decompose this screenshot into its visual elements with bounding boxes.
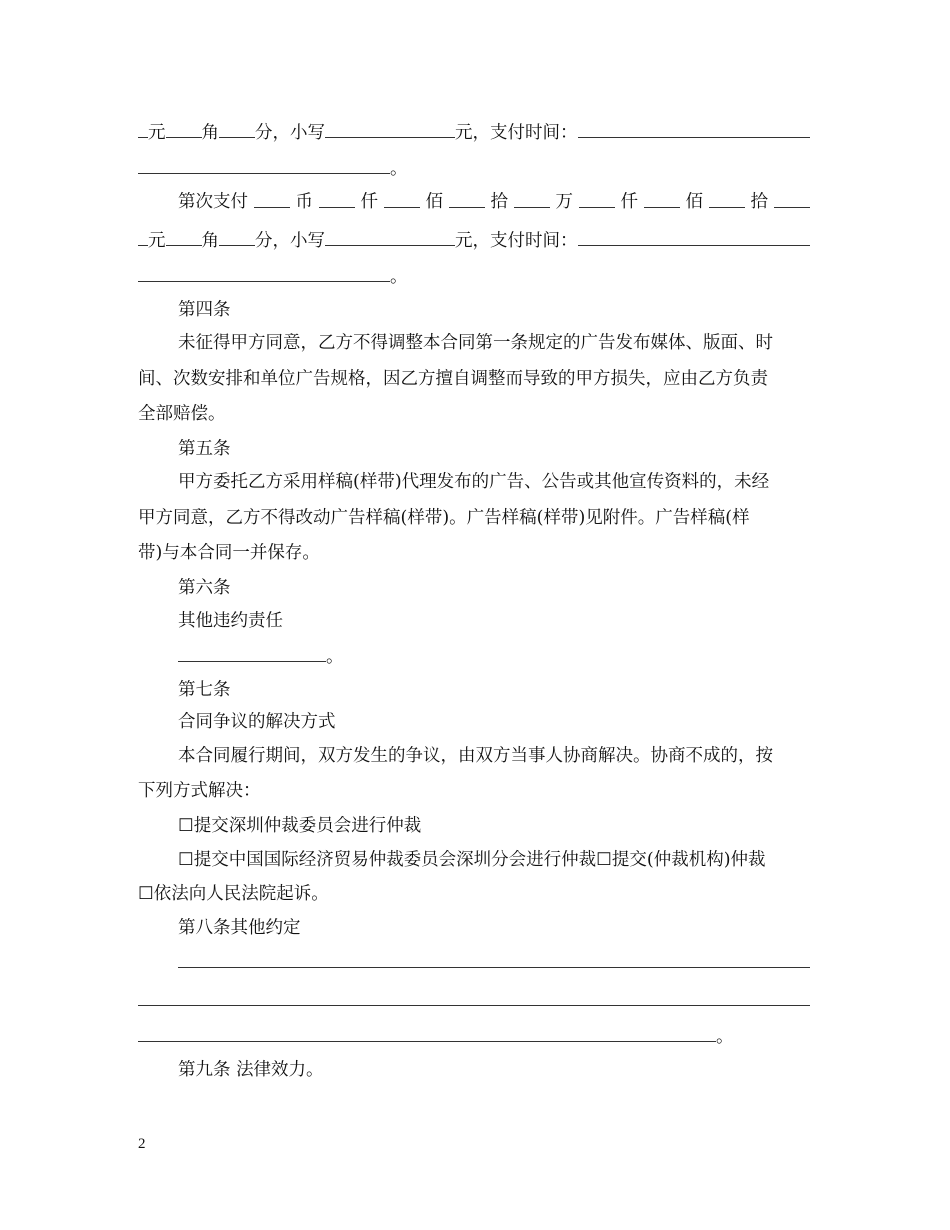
unit-currency: 币 <box>295 192 313 212</box>
payment2-lead: 第次支付 <box>178 192 248 212</box>
unit-jiao: 角 <box>201 231 219 251</box>
article5-text: 带)与本合同一并保存。 <box>138 543 320 563</box>
article9-heading: 第九条 法律效力。 <box>178 1060 324 1080</box>
payment2-time-line <box>138 261 810 291</box>
article4-text: 全部赔偿。 <box>138 404 226 424</box>
unit-qian: 仟 <box>620 192 638 212</box>
option-shenzhen-arbitration: ☐提交深圳仲裁委员会进行仲裁 <box>178 816 422 836</box>
payment1-amount-line <box>138 117 810 147</box>
unit-yuan: 元 <box>148 123 166 143</box>
unit-fen-lowercase: 分，小写 <box>255 231 325 251</box>
payment1-time-line <box>138 153 810 183</box>
unit-qian: 仟 <box>360 192 378 212</box>
unit-yuan-pay-time: 元，支付时间： <box>455 231 578 251</box>
pay-time-blank <box>578 117 811 138</box>
article6-blank-line <box>178 641 810 671</box>
page-number: 2 <box>138 1136 146 1152</box>
period: 。 <box>390 267 408 287</box>
period: 。 <box>716 1027 734 1047</box>
article6-title: 其他违约责任 <box>178 611 283 631</box>
blank <box>138 117 148 138</box>
unit-bai: 佰 <box>425 192 443 212</box>
unit-yuan: 元 <box>148 231 166 251</box>
pay-time-blank <box>578 225 811 246</box>
blank <box>774 187 810 208</box>
article6-heading: 第六条 <box>178 578 231 598</box>
option-cietac-and-other-arbitration: ☐提交中国国际经济贸易仲裁委员会深圳分会进行仲裁☐提交(仲裁机构)仲裁 <box>178 850 766 870</box>
blank <box>219 225 255 246</box>
blank <box>325 117 455 138</box>
article7-title: 合同争议的解决方式 <box>178 712 336 732</box>
option-court: ☐依法向人民法院起诉。 <box>138 884 329 904</box>
article8-heading: 第八条其他约定 <box>178 918 301 938</box>
blank <box>644 187 680 208</box>
blank <box>709 187 745 208</box>
period: 。 <box>326 647 344 667</box>
article5-text: 甲方委托乙方采用样稿(样带)代理发布的广告、公告或其他宣传资料的，未经 <box>178 472 770 492</box>
article4-heading: 第四条 <box>178 300 231 320</box>
blank <box>325 225 455 246</box>
blank <box>138 1021 716 1042</box>
unit-yuan-pay-time: 元，支付时间： <box>455 123 578 143</box>
unit-wan: 万 <box>555 192 573 212</box>
blank <box>579 187 615 208</box>
blank <box>138 225 148 246</box>
blank <box>166 225 202 246</box>
article7-text: 下列方式解决： <box>138 781 261 801</box>
blank <box>219 117 255 138</box>
unit-bai: 佰 <box>685 192 703 212</box>
article5-text: 甲方同意，乙方不得改动广告样稿(样带)。广告样稿(样带)见附件。广告样稿(样 <box>138 508 750 528</box>
blank <box>178 641 326 662</box>
article5-heading: 第五条 <box>178 439 231 459</box>
blank <box>178 947 810 968</box>
unit-shi: 拾 <box>750 192 768 212</box>
article8-blank-line <box>138 985 810 1015</box>
article4-text: 未征得甲方同意，乙方不得调整本合同第一条规定的广告发布媒体、版面、时 <box>178 333 773 353</box>
blank <box>319 187 355 208</box>
blank <box>384 187 420 208</box>
unit-jiao: 角 <box>201 123 219 143</box>
article4-text: 间、次数安排和单位广告规格，因乙方擅自调整而导致的甲方损失，应由乙方负责 <box>138 369 768 389</box>
unit-shi: 拾 <box>490 192 508 212</box>
blank <box>138 153 390 174</box>
article7-heading: 第七条 <box>178 680 231 700</box>
payment2-amount-line <box>138 225 810 255</box>
blank <box>138 261 390 282</box>
article8-blank-line <box>138 1021 810 1051</box>
blank <box>166 117 202 138</box>
unit-fen-lowercase: 分，小写 <box>255 123 325 143</box>
blank <box>138 985 810 1006</box>
article7-text: 本合同履行期间，双方发生的争议，由双方当事人协商解决。协商不成的，按 <box>178 746 773 766</box>
payment2-currency-line <box>178 187 810 217</box>
blank <box>449 187 485 208</box>
blank <box>514 187 550 208</box>
blank <box>254 187 290 208</box>
article8-blank-line <box>178 947 810 977</box>
period: 。 <box>390 159 408 179</box>
